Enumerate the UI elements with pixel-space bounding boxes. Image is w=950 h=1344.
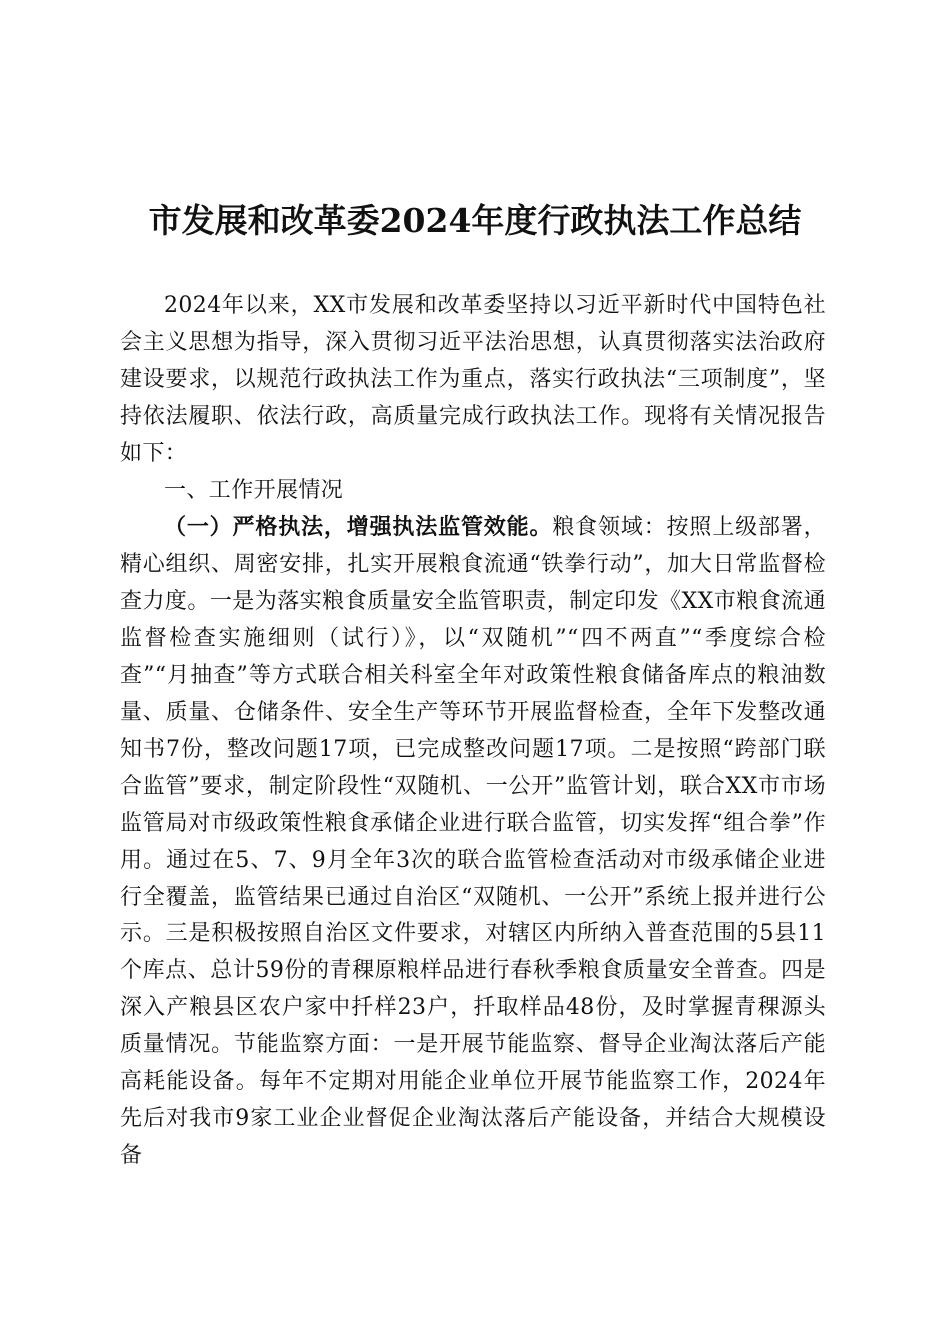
section-heading: 一、工作开展情况 [164, 477, 344, 503]
subsection-text: 粮食领域：按照上级部署，精心组织、周密安排，扎实开展粮食流通“铁拳行动”，加大日常监督检查力度。一是为落实粮食质量安全监管职责，制定印发《XX市粮食流通监督检查实施细则（试行）》，以“双随机”“四不两直”“季度综合检查”“月抽查”等方式联合相关科室全年对政策性粮食储备库点的粮油数量、质量、仓储条件、安全生产等环节开展监督检查，全年下发整改通知书7份，整改问题17项，已完成整改问题17项。二是按照“跨部门联合监管”要求，制定阶段性“双随机、一公开”监管计划，联合XX市市场监管局对市级政策性粮食承储企业进行联合监管，切实发挥“组合拳”作用。通过在5、7、9月全年3次的联合监管检查活动对市级承储企业进行全覆盖，监管结果已通过自治区“双随机、一公开”系统上报并进行公示。三是积极按照自治区文件要求，对辖区内所纳入普查范围的5县11个库点、总计59份的青稞原粮样品进行春秋季粮食质量安全普查。四是深入产粮县区农户家中扦样23户，扦取样品48份，及时掌握青稞源头质量情况。节能监察方面：一是开展节能监察、督导企业淘汰落后产能高耗能设备。每年不定期对用能企业单位开展节能监察工作，2024年先后对我市9家工业企业督促企业淘汰落后产能设备，并结合大规模设备 [120, 515, 826, 1168]
subsection-paragraph [120, 509, 826, 1174]
document-title: 市发展和改革委2024年度行政执法工作总结 [148, 201, 802, 240]
subsection-heading: （一）严格执法，增强执法监管效能。 [164, 514, 553, 541]
intro-paragraph: 2024年以来，XX市发展和改革委坚持以习近平新时代中国特色社会主义思想为指导，深入贯彻习近平法治思想，认真贯彻落实法治政府建设要求，以规范行政执法工作为重点，落实行政执法“三项制度”，坚持依法履职、依法行政，高质量完成行政执法工作。现将有关情况报告如下： [120, 293, 826, 466]
document-body [120, 288, 826, 1175]
